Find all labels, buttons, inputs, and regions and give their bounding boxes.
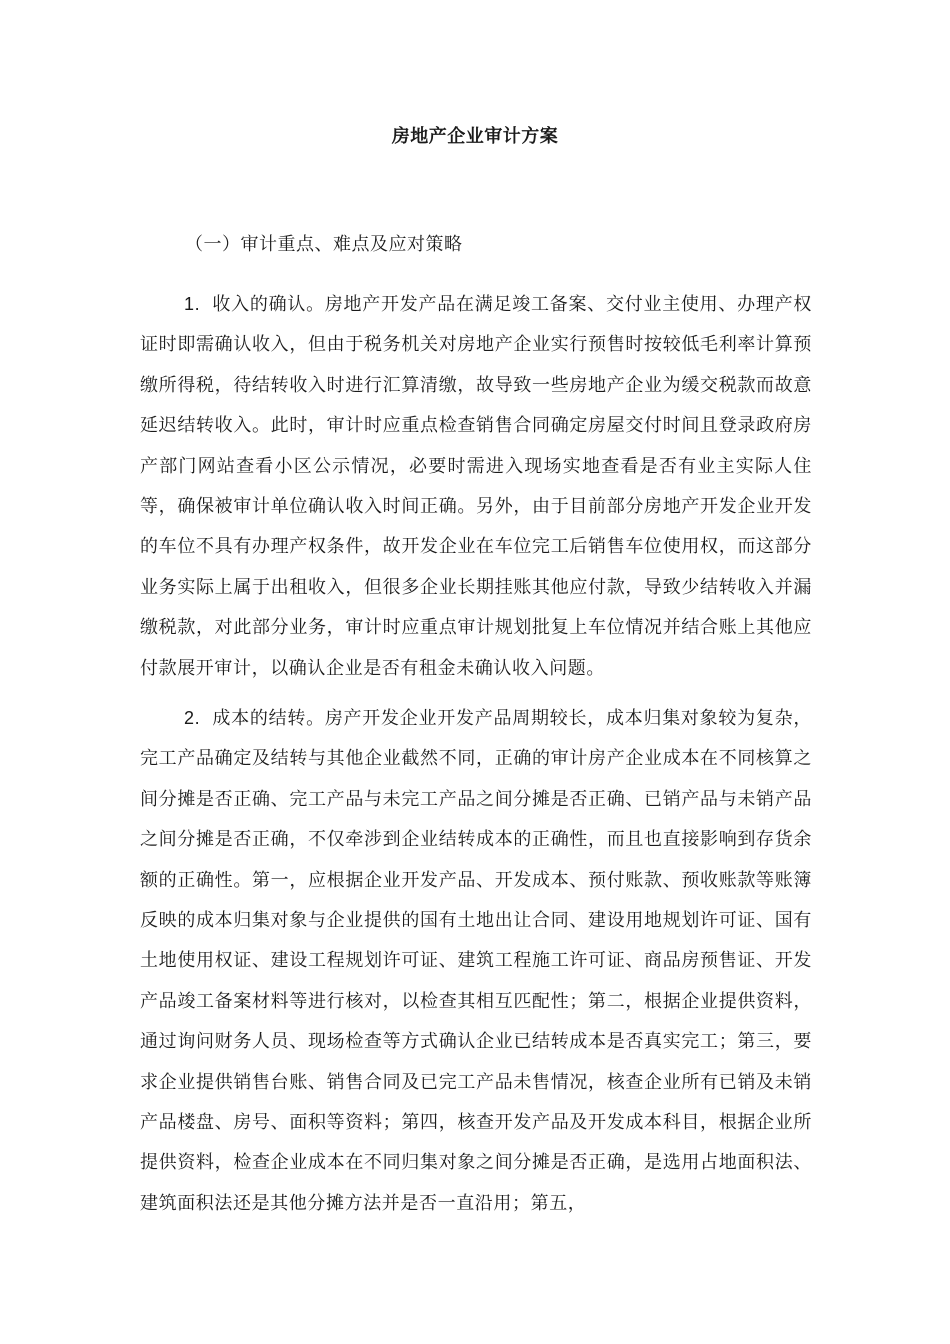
document-title: 房地产企业审计方案 [391, 126, 559, 147]
paragraph-text: 成本的结转。房产开发企业开发产品周期较长，成本归集对象较为复杂，完工产品确定及结转与其他企业截然不同，正确的审计房产企业成本在不同核算之间分摊是否正确、完工产品与未完工产品之间分摊是否正确、已销产品与未销产品之间分摊是否正确，不仅牵涉到企业结转成本的正确性，而且也直接影响到存货余额的正确性。第一，应根据企业开发产品、开发成本、预付账款、预收账款等账簿反映的成本归集对象与企业提供的国有土地出让合同、建设用地规划许可证、国有土地使用权证、建设工程规划许可证、建筑工程施工许可证、商品房预售证、开发产品竣工备案材料等进行核对，以检查其相互匹配性；第二，根据企业提供资料，通过询问财务人员、现场检查等方式确认企业已结转成本是否真实完工；第三，要求企业提供销售台账、销售合同及已完工产品未售情况，核查企业所有已销及未销产品楼盘、房号、面积等资料；第四，核查开发产品及开发成本科目，根据企业所提供资料，检查企业成本在不同归集对象之间分摊是否正确，是选用占地面积法、建筑面积法还是其他分摊方法并是否一直沿用；第五， [140, 708, 812, 1214]
paragraph-text: 收入的确认。房地产开发产品在满足竣工备案、交付业主使用、办理产权证时即需确认收入，但由于税务机关对房地产企业实行预售时按较低毛利率计算预缴所得税，待结转收入时进行汇算清缴，故导致一些房地产企业为缓交税款而故意延迟结转收入。此时，审计时应重点检查销售合同确定房屋交付时间且登录政府房产部门网站查看小区公示情况，必要时需进入现场实地查看是否有业主实际人住等，确保被审计单位确认收入时间正确。另外，由于目前部分房地产开发企业开发的车位不具有办理产权条件，故开发企业在车位完工后销售车位使用权，而这部分业务实际上属于出租收入，但很多企业长期挂账其他应付款，导致少结转收入并漏缴税款，对此部分业务，审计时应重点审计规划批复上车位情况并结合账上其他应付款展开审计，以确认企业是否有租金未确认收入问题。 [140, 294, 812, 679]
paragraph-cost-carryover [140, 698, 812, 1224]
paragraph-number: 2. [184, 708, 201, 728]
section-heading: （一）审计重点、难点及应对策略 [185, 234, 463, 255]
paragraph-number: 1. [184, 294, 201, 314]
paragraph-revenue-recognition [140, 284, 812, 689]
